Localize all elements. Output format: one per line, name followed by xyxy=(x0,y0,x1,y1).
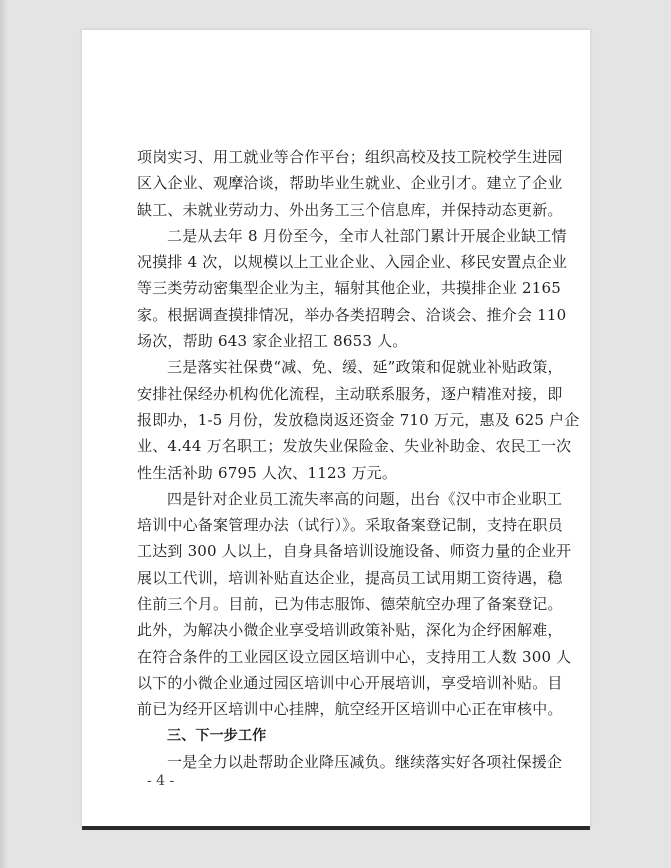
text-line: 况摸排 4 次，以规模以上工业企业、入园企业、移民安置点企业 xyxy=(137,253,568,272)
text-line: 住前三个月。目前，已为伟志服饰、德荣航空办理了备案登记。 xyxy=(137,595,563,614)
paragraph-start-line: 二是从去年 8 月份至今，全市人社部门累计开展企业缺工情 xyxy=(167,226,567,245)
text-line: 前已为经开区培训中心挂牌，航空经开区培训中心正在审核中。 xyxy=(137,700,563,719)
text-line: 家。根据调查摸排情况，举办各类招聘会、洽谈会、推介会 110 xyxy=(137,305,567,324)
text-line: 此外，为解决小微企业享受培训政策补贴，深化为企纾困解难， xyxy=(137,621,563,640)
text-line: 培训中心备案管理办法（试行）》。采取备案登记制，支持在职员 xyxy=(137,516,563,535)
text-line: 场次，帮助 643 家企业招工 8653 人。 xyxy=(137,332,408,351)
paragraph-start-line: 四是针对企业员工流失率高的问题，出台《汉中市企业职工 xyxy=(167,489,563,508)
text-line: 以下的小微企业通过园区培训中心开展培训，享受培训补贴。目 xyxy=(137,673,563,692)
text-line: 在符合条件的工业园区设立园区培训中心，支持用工人数 300 人 xyxy=(137,647,572,666)
text-line: 安排社保经办机构优化流程，主动联系服务，逐户精准对接，即 xyxy=(137,384,563,403)
page-number: - 4 - xyxy=(147,773,175,789)
text-line: 区入企业、观摩洽谈，帮助毕业生就业、企业引才。建立了企业 xyxy=(137,174,563,193)
text-line: 展以工代训，培训补贴直达企业，提高员工试用期工资待遇，稳 xyxy=(137,568,563,587)
paragraph-start-line: 一是全力以赴帮助企业降压减负。继续落实好各项社保援企 xyxy=(167,752,563,771)
text-line: 项岗实习、用工就业等合作平台；组织高校及技工院校学生进园 xyxy=(137,148,563,166)
text-line: 报即办，1-5 月份，发放稳岗返还资金 710 万元，惠及 625 户企 xyxy=(137,410,580,429)
text-line: 工达到 300 人以上，自身具备培训设施设备、师资力量的企业开 xyxy=(137,542,572,561)
text-line: 等三类劳动密集型企业为主，辐射其他企业，共摸排企业 2165 xyxy=(137,279,561,298)
section-heading: 三、下一步工作 xyxy=(167,727,267,744)
paragraph-start-line: 三是落实社保费“减、免、缓、延”政策和促就业补贴政策， xyxy=(167,358,563,377)
page-bottom-edge xyxy=(82,826,590,830)
text-line: 性生活补助 6795 人次、1123 万元。 xyxy=(137,463,398,482)
text-line: 业、4.44 万名职工；发放失业保险金、失业补助金、农民工一次 xyxy=(137,437,572,456)
text-line: 缺工、未就业劳动力、外出务工三个信息库，并保持动态更新。 xyxy=(137,200,563,219)
scan-edge-shadow xyxy=(0,0,8,868)
document-body xyxy=(137,144,580,775)
